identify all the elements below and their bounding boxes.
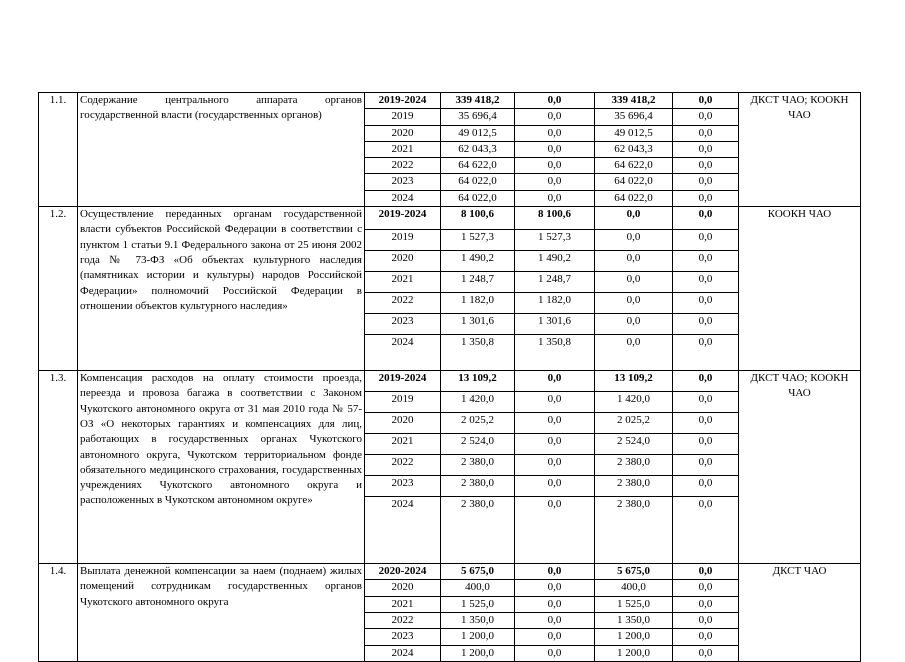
district-budget-amount: 2 025,2 [595,413,673,434]
federal-budget-amount: 0,0 [515,580,595,596]
total-amount: 64 022,0 [441,190,515,206]
other-sources-amount: 0,0 [673,434,739,455]
item-number: 1.1. [39,93,78,207]
federal-budget-amount: 0,0 [515,413,595,434]
item-name: Содержание центрального аппарата органов государственной власти (государственных органов) [78,93,365,207]
table-row-total [39,93,861,109]
other-sources-amount: 0,0 [673,612,739,628]
other-sources-amount: 0,0 [673,93,739,109]
other-sources-amount: 0,0 [673,580,739,596]
total-amount: 35 696,4 [441,109,515,125]
other-sources-amount: 0,0 [673,293,739,314]
federal-budget-amount: 8 100,6 [515,207,595,230]
district-budget-amount: 2 380,0 [595,497,673,564]
federal-budget-amount: 0,0 [515,645,595,661]
executor: ДКСТ ЧАО; КООКН ЧАО [739,93,861,207]
district-budget-amount: 339 418,2 [595,93,673,109]
other-sources-amount: 0,0 [673,174,739,190]
year-cell: 2020 [365,251,441,272]
year-cell: 2021 [365,434,441,455]
other-sources-amount: 0,0 [673,413,739,434]
total-amount: 1 350,8 [441,335,515,371]
year-cell: 2022 [365,158,441,174]
year-cell: 2023 [365,174,441,190]
total-amount: 5 675,0 [441,564,515,580]
district-budget-amount: 64 622,0 [595,158,673,174]
district-budget-amount: 13 109,2 [595,371,673,392]
total-amount: 2 380,0 [441,497,515,564]
item-number: 1.2. [39,207,78,371]
district-budget-amount: 35 696,4 [595,109,673,125]
district-budget-amount: 64 022,0 [595,174,673,190]
year-cell: 2022 [365,293,441,314]
table-row-total [39,371,861,392]
year-cell: 2023 [365,629,441,645]
total-amount: 1 200,0 [441,629,515,645]
total-amount: 2 380,0 [441,476,515,497]
district-budget-amount: 400,0 [595,580,673,596]
total-amount: 64 022,0 [441,174,515,190]
other-sources-amount: 0,0 [673,335,739,371]
total-amount: 1 350,0 [441,612,515,628]
table-row-total [39,564,861,580]
total-amount: 1 527,3 [441,230,515,251]
federal-budget-amount: 0,0 [515,455,595,476]
federal-budget-amount: 0,0 [515,476,595,497]
federal-budget-amount: 0,0 [515,174,595,190]
year-cell: 2024 [365,645,441,661]
total-amount: 8 100,6 [441,207,515,230]
year-cell: 2022 [365,455,441,476]
item-name: Осуществление переданных органам государственной власти субъектов Российской Федерации в соответствии с пунктом 1 статьи 9.1 Федерального закона от 25 июня 2002 года № 73-ФЗ «Об объектах культурного наследия (памятниках истории и культуры) народов Российской Федерации» полномочий Российской Федерации в отношении объектов культурного наследия» [78,207,365,371]
item-number: 1.3. [39,371,78,564]
total-amount: 1 420,0 [441,392,515,413]
other-sources-amount: 0,0 [673,314,739,335]
total-amount: 49 012,5 [441,125,515,141]
year-cell: 2020 [365,580,441,596]
other-sources-amount: 0,0 [673,158,739,174]
federal-budget-amount: 0,0 [515,93,595,109]
federal-budget-amount: 0,0 [515,190,595,206]
federal-budget-amount: 0,0 [515,434,595,455]
district-budget-amount: 1 420,0 [595,392,673,413]
year-cell: 2024 [365,190,441,206]
year-cell: 2019-2024 [365,207,441,230]
federal-budget-amount: 1 490,2 [515,251,595,272]
other-sources-amount: 0,0 [673,371,739,392]
year-cell: 2019 [365,230,441,251]
federal-budget-amount: 0,0 [515,612,595,628]
other-sources-amount: 0,0 [673,629,739,645]
total-amount: 1 490,2 [441,251,515,272]
year-cell: 2020 [365,125,441,141]
federal-budget-amount: 1 182,0 [515,293,595,314]
district-budget-amount: 0,0 [595,251,673,272]
item-name: Компенсация расходов на оплату стоимости проезда, переезда и провоза багажа в соответствии с Законом Чукотского автономного округа от 31 мая 2010 года № 57-ОЗ «О некоторых гарантиях и компенсациях для лиц, работающих в государственных органах Чукотского автономного округа, Чукотском территориальном фонде обязательного медицинского страхования, государственных учреждениях Чукотского автономного округа и расположенных в Чукотском автономном округе» [78,371,365,564]
federal-budget-amount: 1 527,3 [515,230,595,251]
executor: КООКН ЧАО [739,207,861,371]
other-sources-amount: 0,0 [673,272,739,293]
year-cell: 2021 [365,596,441,612]
district-budget-amount: 2 380,0 [595,476,673,497]
item-name: Выплата денежной компенсации за наем (поднаем) жилых помещений сотрудникам государственных органов Чукотского автономного округа [78,564,365,662]
year-cell: 2021 [365,272,441,293]
total-amount: 13 109,2 [441,371,515,392]
total-amount: 1 301,6 [441,314,515,335]
federal-budget-amount: 1 350,8 [515,335,595,371]
other-sources-amount: 0,0 [673,207,739,230]
total-amount: 400,0 [441,580,515,596]
year-cell: 2019 [365,392,441,413]
budget-table-body [39,93,861,662]
federal-budget-amount: 0,0 [515,371,595,392]
district-budget-amount: 2 524,0 [595,434,673,455]
district-budget-amount: 49 012,5 [595,125,673,141]
other-sources-amount: 0,0 [673,190,739,206]
federal-budget-amount: 0,0 [515,497,595,564]
total-amount: 2 524,0 [441,434,515,455]
district-budget-amount: 5 675,0 [595,564,673,580]
year-cell: 2024 [365,497,441,564]
district-budget-amount: 64 022,0 [595,190,673,206]
other-sources-amount: 0,0 [673,564,739,580]
district-budget-amount: 1 525,0 [595,596,673,612]
other-sources-amount: 0,0 [673,476,739,497]
year-cell: 2022 [365,612,441,628]
district-budget-amount: 2 380,0 [595,455,673,476]
federal-budget-amount: 0,0 [515,109,595,125]
total-amount: 64 622,0 [441,158,515,174]
federal-budget-amount: 1 301,6 [515,314,595,335]
year-cell: 2019-2024 [365,93,441,109]
district-budget-amount: 0,0 [595,272,673,293]
federal-budget-amount: 1 248,7 [515,272,595,293]
total-amount: 2 380,0 [441,455,515,476]
total-amount: 2 025,2 [441,413,515,434]
federal-budget-amount: 0,0 [515,141,595,157]
year-cell: 2020 [365,413,441,434]
other-sources-amount: 0,0 [673,645,739,661]
executor: ДКСТ ЧАО; КООКН ЧАО [739,371,861,564]
other-sources-amount: 0,0 [673,141,739,157]
other-sources-amount: 0,0 [673,392,739,413]
other-sources-amount: 0,0 [673,251,739,272]
executor: ДКСТ ЧАО [739,564,861,662]
budget-table [38,92,861,662]
other-sources-amount: 0,0 [673,109,739,125]
district-budget-amount: 0,0 [595,335,673,371]
year-cell: 2023 [365,314,441,335]
federal-budget-amount: 0,0 [515,158,595,174]
year-cell: 2024 [365,335,441,371]
district-budget-amount: 1 200,0 [595,645,673,661]
district-budget-amount: 0,0 [595,230,673,251]
district-budget-amount: 0,0 [595,293,673,314]
year-cell: 2019 [365,109,441,125]
federal-budget-amount: 0,0 [515,125,595,141]
federal-budget-amount: 0,0 [515,392,595,413]
table-row-total [39,207,861,230]
total-amount: 1 248,7 [441,272,515,293]
other-sources-amount: 0,0 [673,596,739,612]
total-amount: 1 525,0 [441,596,515,612]
year-cell: 2021 [365,141,441,157]
district-budget-amount: 0,0 [595,207,673,230]
federal-budget-amount: 0,0 [515,596,595,612]
district-budget-amount: 0,0 [595,314,673,335]
year-cell: 2020-2024 [365,564,441,580]
other-sources-amount: 0,0 [673,230,739,251]
total-amount: 1 182,0 [441,293,515,314]
item-number: 1.4. [39,564,78,662]
total-amount: 1 200,0 [441,645,515,661]
other-sources-amount: 0,0 [673,497,739,564]
federal-budget-amount: 0,0 [515,629,595,645]
year-cell: 2019-2024 [365,371,441,392]
district-budget-amount: 1 200,0 [595,629,673,645]
other-sources-amount: 0,0 [673,455,739,476]
district-budget-amount: 1 350,0 [595,612,673,628]
total-amount: 62 043,3 [441,141,515,157]
total-amount: 339 418,2 [441,93,515,109]
year-cell: 2023 [365,476,441,497]
district-budget-amount: 62 043,3 [595,141,673,157]
federal-budget-amount: 0,0 [515,564,595,580]
other-sources-amount: 0,0 [673,125,739,141]
